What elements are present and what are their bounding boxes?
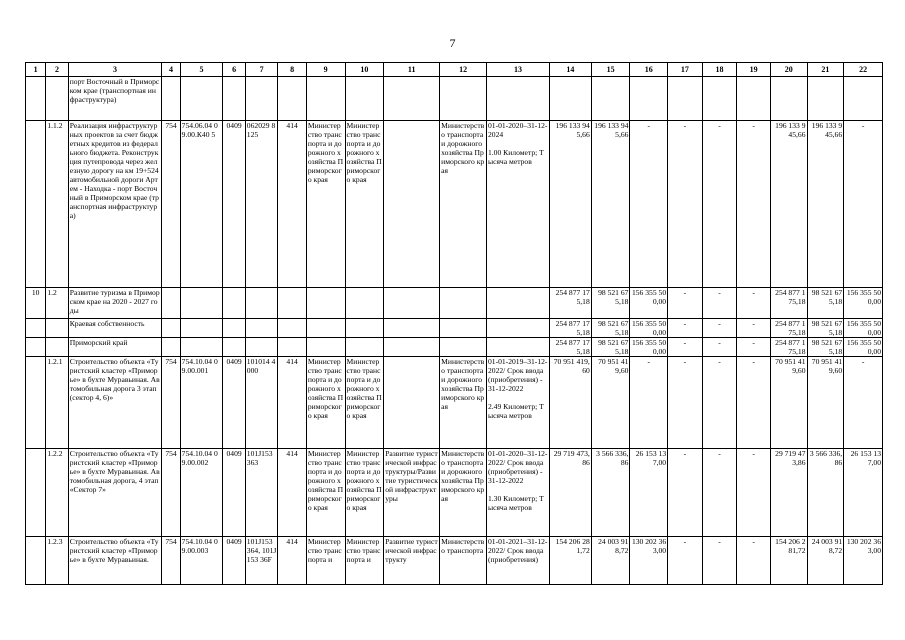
cell-col-5 bbox=[180, 288, 223, 319]
page-number: 7 bbox=[449, 36, 456, 50]
cell-col-16: 130 202 363,00 bbox=[630, 537, 668, 585]
cell-col-4 bbox=[162, 288, 180, 319]
cell-col-5 bbox=[180, 77, 223, 121]
cell-col-16: 26 153 137,00 bbox=[630, 449, 668, 537]
cell-col-8 bbox=[278, 338, 306, 357]
table-row bbox=[26, 319, 883, 338]
cell-col-18: - bbox=[702, 537, 737, 585]
cell-col-1 bbox=[26, 121, 46, 288]
cell-col-22: 156 355 500,00 bbox=[844, 288, 883, 319]
cell-col-12 bbox=[440, 77, 487, 121]
cell-col-20: 254 877 175,18 bbox=[770, 288, 807, 319]
cell-col-15: 196 133 945,66 bbox=[591, 121, 630, 288]
cell-col-17: - bbox=[668, 288, 703, 319]
cell-col-4 bbox=[162, 319, 180, 338]
cell-col-3: Приморский край bbox=[68, 338, 162, 357]
cell-col-11 bbox=[384, 338, 440, 357]
cell-col-21: 24 003 918,72 bbox=[807, 537, 844, 585]
cell-col-18 bbox=[702, 77, 737, 121]
cell-col-19: - bbox=[737, 338, 771, 357]
cell-col-20 bbox=[770, 77, 807, 121]
cell-col-10: Министерство транспорта и дорожного хозяйства Приморского края bbox=[345, 357, 384, 449]
cell-col-1 bbox=[26, 338, 46, 357]
cell-col-10: Министерство транспорта и дорожного хозяйства Приморского края bbox=[345, 121, 384, 288]
cell-col-9: Министерство транспорта и дорожного хозяйства Приморского края bbox=[306, 449, 345, 537]
table-row bbox=[26, 449, 883, 537]
cell-col-3: Краевая собственность bbox=[68, 319, 162, 338]
cell-col-13: 01-01-2019–31-12-2022/ Срок ввода (приобретения) - 31-12-2022 2.49 Километр; Тысяча метров bbox=[486, 357, 549, 449]
cell-col-13: 01-01-2021–31-12-2022/ Срок ввода (приобретения) bbox=[486, 537, 549, 585]
cell-col-1 bbox=[26, 77, 46, 121]
cell-col-16 bbox=[630, 77, 668, 121]
cell-col-4: 754 bbox=[162, 357, 180, 449]
cell-col-14: 254 877 175,18 bbox=[550, 319, 592, 338]
cell-col-14: 254 877 175,18 bbox=[550, 338, 592, 357]
cell-col-14: 154 206 281,72 bbox=[550, 537, 592, 585]
cell-col-2: 1.2.2 bbox=[46, 449, 68, 537]
column-header-8: 8 bbox=[278, 63, 306, 77]
cell-col-2: 1.2 bbox=[46, 288, 68, 319]
cell-col-9 bbox=[306, 319, 345, 338]
cell-col-21 bbox=[807, 77, 844, 121]
cell-col-11: Развитие туристической инфраструктуры/Развитие туристической инфраструктуры bbox=[384, 449, 440, 537]
cell-col-1 bbox=[26, 319, 46, 338]
column-header-3: 3 bbox=[68, 63, 162, 77]
column-header-4: 4 bbox=[162, 63, 180, 77]
cell-col-14: 196 133 945,66 bbox=[550, 121, 592, 288]
column-header-21: 21 bbox=[807, 63, 844, 77]
cell-col-19: - bbox=[737, 357, 771, 449]
cell-col-6: 0409 bbox=[223, 121, 245, 288]
cell-col-16: 156 355 500,00 bbox=[630, 288, 668, 319]
cell-col-13: 01-01-2020–31-12-2022/ Срок ввода (приобретения) - 31-12-2022 1.30 Километр; Тысяча метров bbox=[486, 449, 549, 537]
cell-col-15: 24 003 918,72 bbox=[591, 537, 630, 585]
cell-col-19: - bbox=[737, 319, 771, 338]
cell-col-9: Министерство транспорта и дорожного хозяйства Приморского края bbox=[306, 121, 345, 288]
cell-col-13 bbox=[486, 338, 549, 357]
cell-col-21: 3 566 336,86 bbox=[807, 449, 844, 537]
cell-col-2: 1.2.3 bbox=[46, 537, 68, 585]
cell-col-20: 254 877 175,18 bbox=[770, 319, 807, 338]
cell-col-19: - bbox=[737, 449, 771, 537]
cell-col-8: 414 bbox=[278, 121, 306, 288]
cell-col-19: - bbox=[737, 121, 771, 288]
cell-col-11 bbox=[384, 77, 440, 121]
cell-col-6: 0409 bbox=[223, 449, 245, 537]
cell-col-2 bbox=[46, 77, 68, 121]
cell-col-4: 754 bbox=[162, 449, 180, 537]
cell-col-7 bbox=[245, 77, 278, 121]
table-row bbox=[26, 77, 883, 121]
cell-col-5: 754.10.04 09.00.003 bbox=[180, 537, 223, 585]
cell-col-21: 196 133 945,66 bbox=[807, 121, 844, 288]
cell-col-20: 154 206 281,72 bbox=[770, 537, 807, 585]
column-header-16: 16 bbox=[630, 63, 668, 77]
column-header-13: 13 bbox=[486, 63, 549, 77]
cell-col-17 bbox=[668, 77, 703, 121]
cell-col-6: 0409 bbox=[223, 537, 245, 585]
cell-col-8: 414 bbox=[278, 537, 306, 585]
cell-col-8: 414 bbox=[278, 449, 306, 537]
cell-col-6 bbox=[223, 338, 245, 357]
column-header-10: 10 bbox=[345, 63, 384, 77]
cell-col-18: - bbox=[702, 288, 737, 319]
cell-col-6 bbox=[223, 288, 245, 319]
cell-col-7: 101J153 363 bbox=[245, 449, 278, 537]
cell-col-22: 156 355 500,00 bbox=[844, 338, 883, 357]
cell-col-7: 101J153 364, 101J153 36F bbox=[245, 537, 278, 585]
column-header-22: 22 bbox=[844, 63, 883, 77]
cell-col-13 bbox=[486, 77, 549, 121]
table-row bbox=[26, 357, 883, 449]
cell-col-15: 98 521 675,18 bbox=[591, 338, 630, 357]
cell-col-10 bbox=[345, 288, 384, 319]
cell-col-2: 1.2.1 bbox=[46, 357, 68, 449]
cell-col-1 bbox=[26, 357, 46, 449]
cell-col-11 bbox=[384, 121, 440, 288]
cell-col-2 bbox=[46, 338, 68, 357]
cell-col-4 bbox=[162, 338, 180, 357]
cell-col-3: Развитие туризма в Приморском крае на 2020 - 2027 годы bbox=[68, 288, 162, 319]
cell-col-19 bbox=[737, 77, 771, 121]
column-header-17: 17 bbox=[668, 63, 703, 77]
cell-col-4 bbox=[162, 77, 180, 121]
cell-col-22: - bbox=[844, 121, 883, 288]
cell-col-8 bbox=[278, 288, 306, 319]
cell-col-4: 754 bbox=[162, 121, 180, 288]
cell-col-3: Строительство объекта «Туристский кластер «Приморье» в бухте Муравьиная. Автомобильная дорога, 4 этап «Сектор 7» bbox=[68, 449, 162, 537]
cell-col-21: 70 951 419,60 bbox=[807, 357, 844, 449]
column-header-18: 18 bbox=[702, 63, 737, 77]
cell-col-20: 254 877 175,18 bbox=[770, 338, 807, 357]
cell-col-12: Министерство транспорта и дорожного хозяйства Приморского края bbox=[440, 357, 487, 449]
cell-col-20: 70 951 419,60 bbox=[770, 357, 807, 449]
cell-col-4: 754 bbox=[162, 537, 180, 585]
cell-col-17: - bbox=[668, 338, 703, 357]
cell-col-9 bbox=[306, 77, 345, 121]
cell-col-17: - bbox=[668, 319, 703, 338]
cell-col-1 bbox=[26, 449, 46, 537]
cell-col-22: 156 355 500,00 bbox=[844, 319, 883, 338]
header-row bbox=[26, 63, 883, 77]
cell-col-13: 01-01-2020–31-12-2024 1.00 Километр; Тысяча метров bbox=[486, 121, 549, 288]
cell-col-2 bbox=[46, 319, 68, 338]
column-header-9: 9 bbox=[306, 63, 345, 77]
cell-col-11: Развитие туристической инфраструкту bbox=[384, 537, 440, 585]
cell-col-5: 754.10.04 09.00.002 bbox=[180, 449, 223, 537]
cell-col-11 bbox=[384, 357, 440, 449]
budget-table bbox=[25, 62, 883, 585]
column-header-7: 7 bbox=[245, 63, 278, 77]
column-header-15: 15 bbox=[591, 63, 630, 77]
cell-col-18: - bbox=[702, 121, 737, 288]
cell-col-15 bbox=[591, 77, 630, 121]
cell-col-16: - bbox=[630, 121, 668, 288]
cell-col-9 bbox=[306, 338, 345, 357]
cell-col-7 bbox=[245, 319, 278, 338]
cell-col-9: Министерство транспорта и дорожного хозяйства Приморского края bbox=[306, 357, 345, 449]
cell-col-9: Министерство транспорта и bbox=[306, 537, 345, 585]
cell-col-10: Министерство транспорта и дорожного хозяйства Приморского края bbox=[345, 449, 384, 537]
cell-col-15: 3 566 336,86 bbox=[591, 449, 630, 537]
cell-col-7: 101014 4000 bbox=[245, 357, 278, 449]
cell-col-12 bbox=[440, 338, 487, 357]
cell-col-10: Министерство транспорта и bbox=[345, 537, 384, 585]
cell-col-14: 29 719 473,86 bbox=[550, 449, 592, 537]
cell-col-7 bbox=[245, 288, 278, 319]
column-header-5: 5 bbox=[180, 63, 223, 77]
cell-col-3: Строительство объекта «Туристский кластер «Приморье» в бухте Муравьиная. bbox=[68, 537, 162, 585]
cell-col-19: - bbox=[737, 288, 771, 319]
column-header-19: 19 bbox=[737, 63, 771, 77]
cell-col-10 bbox=[345, 319, 384, 338]
column-header-14: 14 bbox=[550, 63, 592, 77]
cell-col-3: Реализация инфраструктурных проектов за счет бюджетных кредитов из федерального бюджета. Реконструкция путепровода через железную дорогу на км 19+524 автомобильной дороги Артем - Находка - порт Восточный в Приморском крае (транспортная инфраструктура) bbox=[68, 121, 162, 288]
cell-col-15: 98 521 675,18 bbox=[591, 319, 630, 338]
cell-col-17: - bbox=[668, 537, 703, 585]
column-header-20: 20 bbox=[770, 63, 807, 77]
cell-col-13 bbox=[486, 288, 549, 319]
cell-col-2: 1.1.2 bbox=[46, 121, 68, 288]
cell-col-6: 0409 bbox=[223, 357, 245, 449]
cell-col-11 bbox=[384, 288, 440, 319]
cell-col-18: - bbox=[702, 319, 737, 338]
cell-col-22 bbox=[844, 77, 883, 121]
cell-col-21: 98 521 675,18 bbox=[807, 338, 844, 357]
cell-col-5 bbox=[180, 319, 223, 338]
cell-col-22: - bbox=[844, 357, 883, 449]
cell-col-16: - bbox=[630, 357, 668, 449]
cell-col-6 bbox=[223, 319, 245, 338]
table-row bbox=[26, 338, 883, 357]
cell-col-12: Министерство транспорта и дорожного хозяйства Приморского края bbox=[440, 449, 487, 537]
cell-col-12 bbox=[440, 288, 487, 319]
cell-col-12: Министерство транспорта bbox=[440, 537, 487, 585]
cell-col-17: - bbox=[668, 449, 703, 537]
column-header-11: 11 bbox=[384, 63, 440, 77]
cell-col-15: 70 951 419,60 bbox=[591, 357, 630, 449]
cell-col-5: 754.06.04 09.00.К40 5 bbox=[180, 121, 223, 288]
column-header-1: 1 bbox=[26, 63, 46, 77]
cell-col-13 bbox=[486, 319, 549, 338]
cell-col-12 bbox=[440, 319, 487, 338]
cell-col-8 bbox=[278, 319, 306, 338]
column-header-2: 2 bbox=[46, 63, 68, 77]
cell-col-3: Строительство объекта «Туристский кластер «Приморье» в бухте Муравьиная. Автомобильная дорога 3 этап (сектор 4, 6)» bbox=[68, 357, 162, 449]
cell-col-18: - bbox=[702, 449, 737, 537]
cell-col-14 bbox=[550, 77, 592, 121]
cell-col-1 bbox=[26, 537, 46, 585]
cell-col-20: 196 133 945,66 bbox=[770, 121, 807, 288]
cell-col-21: 98 521 675,18 bbox=[807, 288, 844, 319]
cell-col-17: - bbox=[668, 357, 703, 449]
cell-col-7 bbox=[245, 338, 278, 357]
cell-col-1: 10 bbox=[26, 288, 46, 319]
cell-col-12: Министерство транспорта и дорожного хозяйства Приморского края bbox=[440, 121, 487, 288]
cell-col-16: 156 355 500,00 bbox=[631, 338, 667, 356]
cell-col-7: 062029 8125 bbox=[245, 121, 278, 288]
cell-col-16: 156 355 500,00 bbox=[631, 319, 667, 337]
cell-col-5: 754.10.04 09.00.001 bbox=[180, 357, 223, 449]
cell-col-9 bbox=[306, 288, 345, 319]
cell-col-19: - bbox=[737, 537, 771, 585]
column-header-6: 6 bbox=[223, 63, 245, 77]
cell-col-18: - bbox=[702, 357, 737, 449]
cell-col-8: 414 bbox=[278, 357, 306, 449]
table-row bbox=[26, 537, 883, 585]
cell-col-20: 29 719 473,86 bbox=[770, 449, 807, 537]
cell-col-15: 98 521 675,18 bbox=[591, 288, 630, 319]
cell-col-5 bbox=[180, 338, 223, 357]
table-row bbox=[26, 288, 883, 319]
cell-col-21: 98 521 675,18 bbox=[807, 319, 844, 338]
cell-col-3: порт Восточный в Приморском крае (транспортная инфраструктура) bbox=[68, 77, 162, 121]
cell-col-10 bbox=[345, 338, 384, 357]
cell-col-10 bbox=[345, 77, 384, 121]
cell-col-22: 26 153 137,00 bbox=[844, 449, 883, 537]
cell-col-14: 70 951 419,60 bbox=[550, 357, 592, 449]
cell-col-6 bbox=[223, 77, 245, 121]
cell-col-11 bbox=[384, 319, 440, 338]
cell-col-18: - bbox=[702, 338, 737, 357]
column-header-12: 12 bbox=[440, 63, 487, 77]
cell-col-22: 130 202 363,00 bbox=[844, 537, 883, 585]
cell-col-8 bbox=[278, 77, 306, 121]
cell-col-14: 254 877 175,18 bbox=[550, 288, 592, 319]
cell-col-17: - bbox=[668, 121, 703, 288]
table-row bbox=[26, 121, 883, 288]
